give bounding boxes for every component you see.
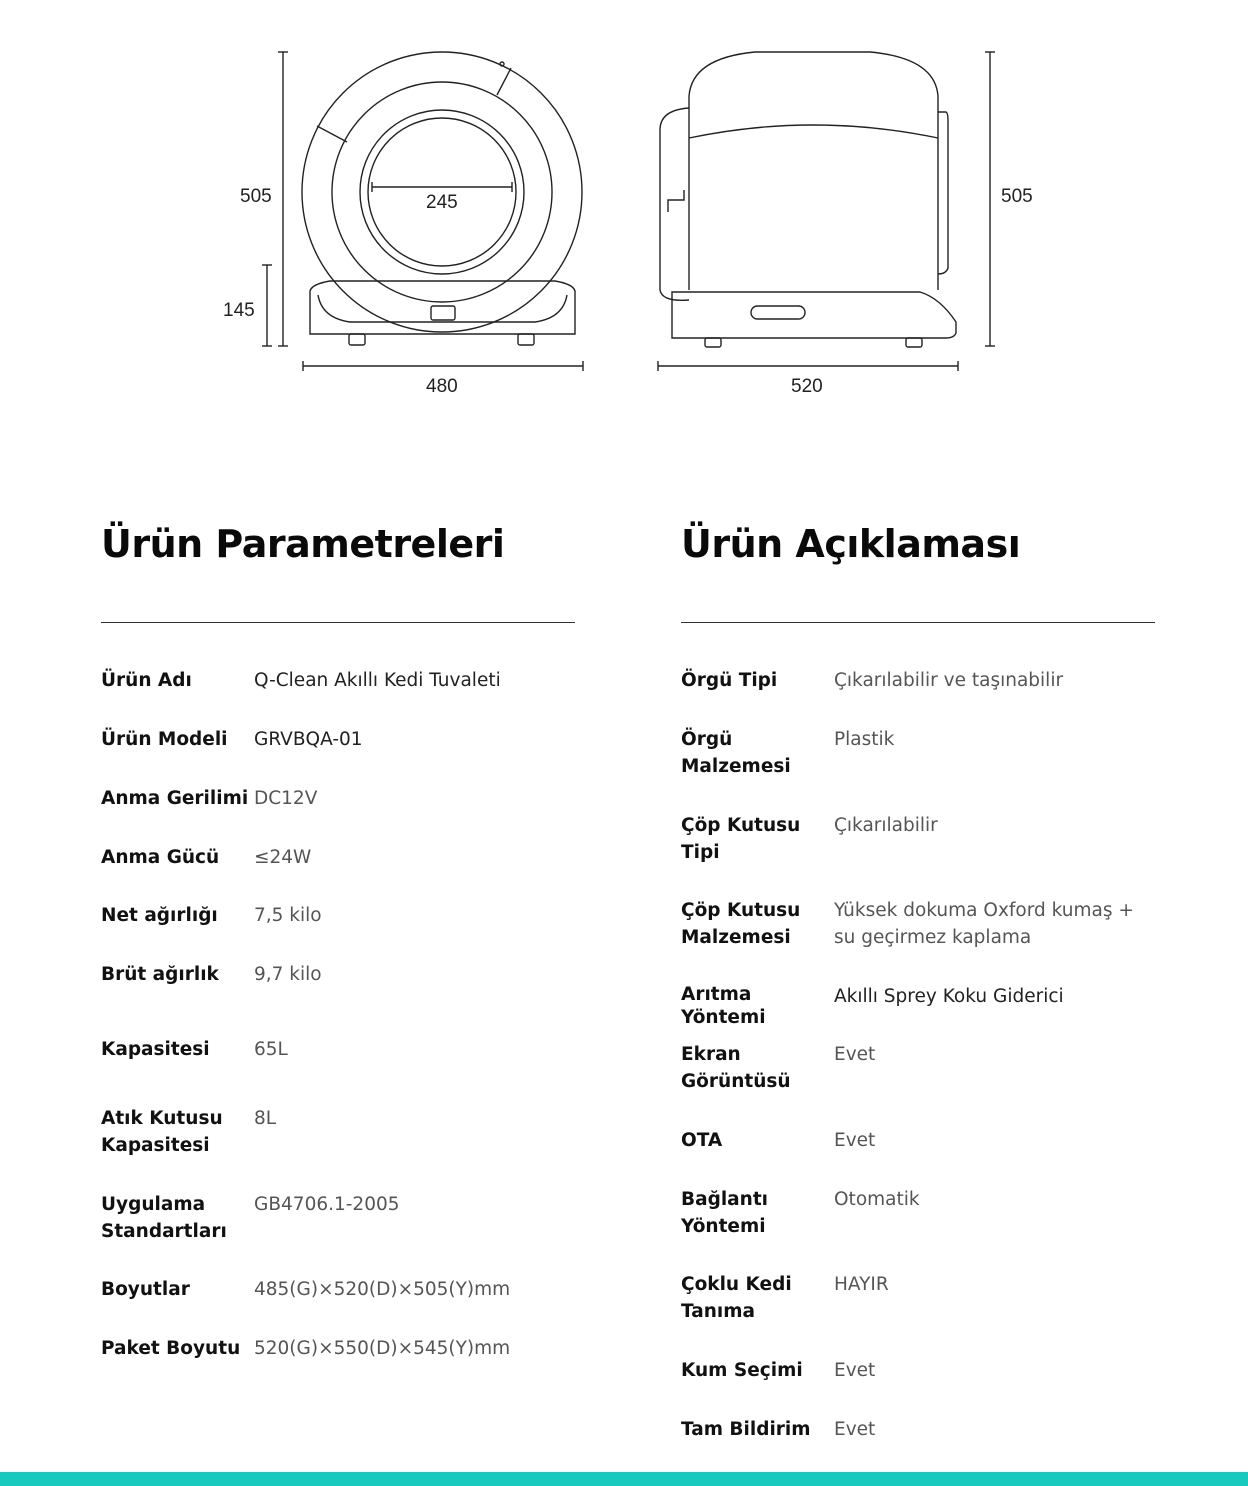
param-value: GB4706.1-2005 bbox=[254, 1194, 400, 1215]
side-height-label: 505 bbox=[1001, 186, 1033, 207]
desc-value: Akıllı Sprey Koku Giderici bbox=[834, 986, 1064, 1007]
param-label: Kapasitesi bbox=[101, 1039, 210, 1060]
desc-label: Örgü Malzemesi bbox=[681, 729, 791, 777]
front-height-label: 505 bbox=[240, 186, 272, 207]
front-base-height-label: 145 bbox=[223, 300, 255, 321]
param-value: Q-Clean Akıllı Kedi Tuvaleti bbox=[254, 670, 501, 691]
desc-label: Tam Bildirim bbox=[681, 1419, 811, 1440]
parameters-title: Ürün Parametreleri bbox=[101, 522, 505, 566]
param-value: 65L bbox=[254, 1039, 288, 1060]
param-label: Boyutlar bbox=[101, 1279, 190, 1300]
desc-label: Kum Seçimi bbox=[681, 1360, 803, 1381]
param-value: 8L bbox=[254, 1108, 277, 1129]
desc-label: Örgü Tipi bbox=[681, 670, 778, 691]
desc-label: Çöp Kutusu Malzemesi bbox=[681, 900, 801, 948]
desc-value: Evet bbox=[834, 1360, 876, 1381]
param-label: Paket Boyutu bbox=[101, 1338, 241, 1359]
parameters-divider bbox=[101, 622, 575, 623]
desc-value: Evet bbox=[834, 1419, 876, 1440]
desc-value: Evet bbox=[834, 1044, 876, 1065]
desc-label: Çöp Kutusu Tipi bbox=[681, 815, 801, 863]
desc-value: Evet bbox=[834, 1130, 876, 1151]
desc-label: Bağlantı Yöntemi bbox=[681, 1189, 769, 1237]
desc-value: Yüksek dokuma Oxford kumaş + su geçirmez kaplama bbox=[834, 900, 1134, 948]
desc-label: OTA bbox=[681, 1130, 723, 1151]
param-label: Anma Gerilimi bbox=[101, 788, 249, 809]
description-divider bbox=[681, 622, 1155, 623]
param-value: 520(G)×550(D)×545(Y)mm bbox=[254, 1338, 511, 1359]
accent-bottom-bar bbox=[0, 1472, 1248, 1486]
desc-label: Ekran Görüntüsü bbox=[681, 1044, 791, 1092]
side-depth-label: 520 bbox=[791, 376, 823, 397]
front-width-label: 480 bbox=[426, 376, 458, 397]
param-value: 9,7 kilo bbox=[254, 964, 322, 985]
desc-value: HAYIR bbox=[834, 1274, 889, 1295]
param-label: Ürün Modeli bbox=[101, 729, 228, 750]
param-value: GRVBQA-01 bbox=[254, 729, 363, 750]
desc-label: Çoklu Kedi Tanıma bbox=[681, 1274, 792, 1322]
param-value: ≤24W bbox=[254, 847, 312, 868]
front-window-width-label: 245 bbox=[426, 192, 458, 213]
desc-value: Plastik bbox=[834, 729, 895, 750]
desc-value: Çıkarılabilir ve taşınabilir bbox=[834, 670, 1064, 691]
desc-value: Otomatik bbox=[834, 1189, 920, 1210]
desc-value: Çıkarılabilir bbox=[834, 815, 938, 836]
param-label: Ürün Adı bbox=[101, 670, 192, 691]
desc-label: Arıtma Yöntemi bbox=[681, 984, 766, 1028]
param-value: 7,5 kilo bbox=[254, 905, 322, 926]
param-label: Anma Gücü bbox=[101, 847, 220, 868]
param-label: Brüt ağırlık bbox=[101, 964, 219, 985]
param-value: 485(G)×520(D)×505(Y)mm bbox=[254, 1279, 511, 1300]
product-line-drawing bbox=[0, 0, 1248, 430]
param-label: Uygulama Standartları bbox=[101, 1194, 227, 1242]
param-label: Atık Kutusu Kapasitesi bbox=[101, 1108, 223, 1156]
description-title: Ürün Açıklaması bbox=[681, 522, 1021, 566]
dimension-diagram bbox=[0, 0, 1248, 430]
param-value: DC12V bbox=[254, 788, 318, 809]
param-label: Net ağırlığı bbox=[101, 905, 218, 926]
